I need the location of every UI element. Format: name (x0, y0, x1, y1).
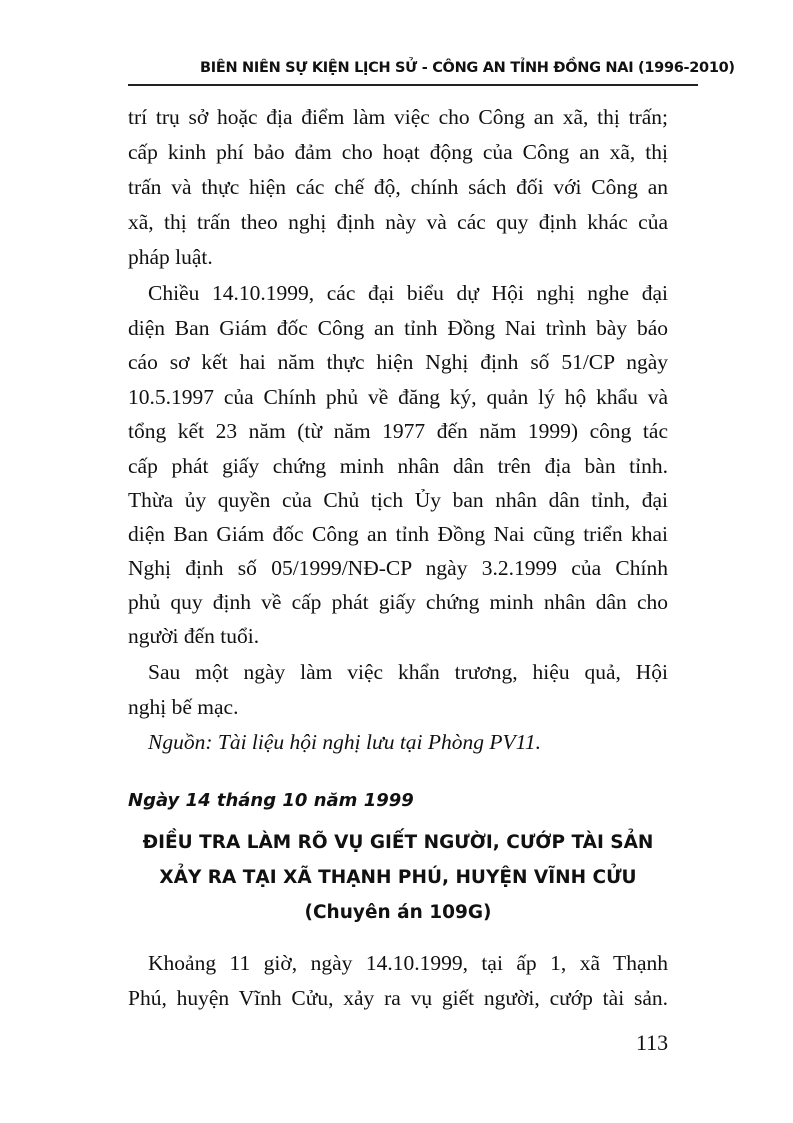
text-line: 10.5.1997 của Chính phủ về đăng ký, quản lý hộ khẩu và (128, 385, 668, 409)
text-line: Nghị định số 05/1999/NĐ-CP ngày 3.2.1999 của Chính (128, 556, 668, 580)
text-line: diện Ban Giám đốc Công an tỉnh Đồng Nai cũng triển khai (128, 522, 668, 546)
text-line: Phú, huyện Vĩnh Cửu, xảy ra vụ giết người, cướp tài sản. (128, 986, 668, 1010)
page-number: 113 (636, 1030, 669, 1055)
text-line: phủ quy định về cấp phát giấy chứng minh nhân dân cho (128, 590, 668, 614)
text-line: nghị bế mạc. (128, 695, 239, 719)
text-line: Sau một ngày làm việc khẩn trương, hiệu quả, Hội (148, 660, 668, 684)
text-line: tổng kết 23 năm (từ năm 1977 đến năm 1999) công tác (128, 419, 668, 443)
title-line: (Chuyên án 109G) (304, 902, 492, 923)
text-line: Thừa ủy quyền của Chủ tịch Ủy ban nhân dân tỉnh, đại (128, 488, 668, 512)
text-line: cáo sơ kết hai năm thực hiện Nghị định số 51/CP ngày (128, 350, 668, 374)
text-line: trí trụ sở hoặc địa điểm làm việc cho Công an xã, thị trấn; (128, 105, 668, 129)
text-line: Chiều 14.10.1999, các đại biểu dự Hội nghị nghe đại (148, 281, 668, 305)
text-line: xã, thị trấn theo nghị định này và các quy định khác của (128, 210, 668, 234)
source-note: Nguồn: Tài liệu hội nghị lưu tại Phòng PV11. (148, 730, 541, 754)
text-line: pháp luật. (128, 245, 213, 269)
text-line: trấn và thực hiện các chế độ, chính sách đối với Công an (128, 175, 668, 199)
text-line: người đến tuổi. (128, 624, 260, 648)
section-date: Ngày 14 tháng 10 năm 1999 (128, 790, 414, 811)
text-line: cấp kinh phí bảo đảm cho hoạt động của Công an xã, thị (128, 140, 668, 164)
running-header: BIÊN NIÊN SỰ KIỆN LỊCH SỬ - CÔNG AN TỈNH ĐỒNG NAI (1996-2010) (200, 60, 735, 76)
header-rule (128, 84, 698, 86)
title-line: XẢY RA TẠI XÃ THẠNH PHÚ, HUYỆN VĨNH CỬU (159, 867, 637, 888)
title-line: ĐIỀU TRA LÀM RÕ VỤ GIẾT NGƯỜI, CƯỚP TÀI SẢN (142, 832, 654, 853)
text-line: cấp phát giấy chứng minh nhân dân trên địa bàn tỉnh. (128, 454, 668, 478)
text-line: Khoảng 11 giờ, ngày 14.10.1999, tại ấp 1, xã Thạnh (148, 951, 668, 975)
text-line: diện Ban Giám đốc Công an tỉnh Đồng Nai trình bày báo (128, 316, 668, 340)
